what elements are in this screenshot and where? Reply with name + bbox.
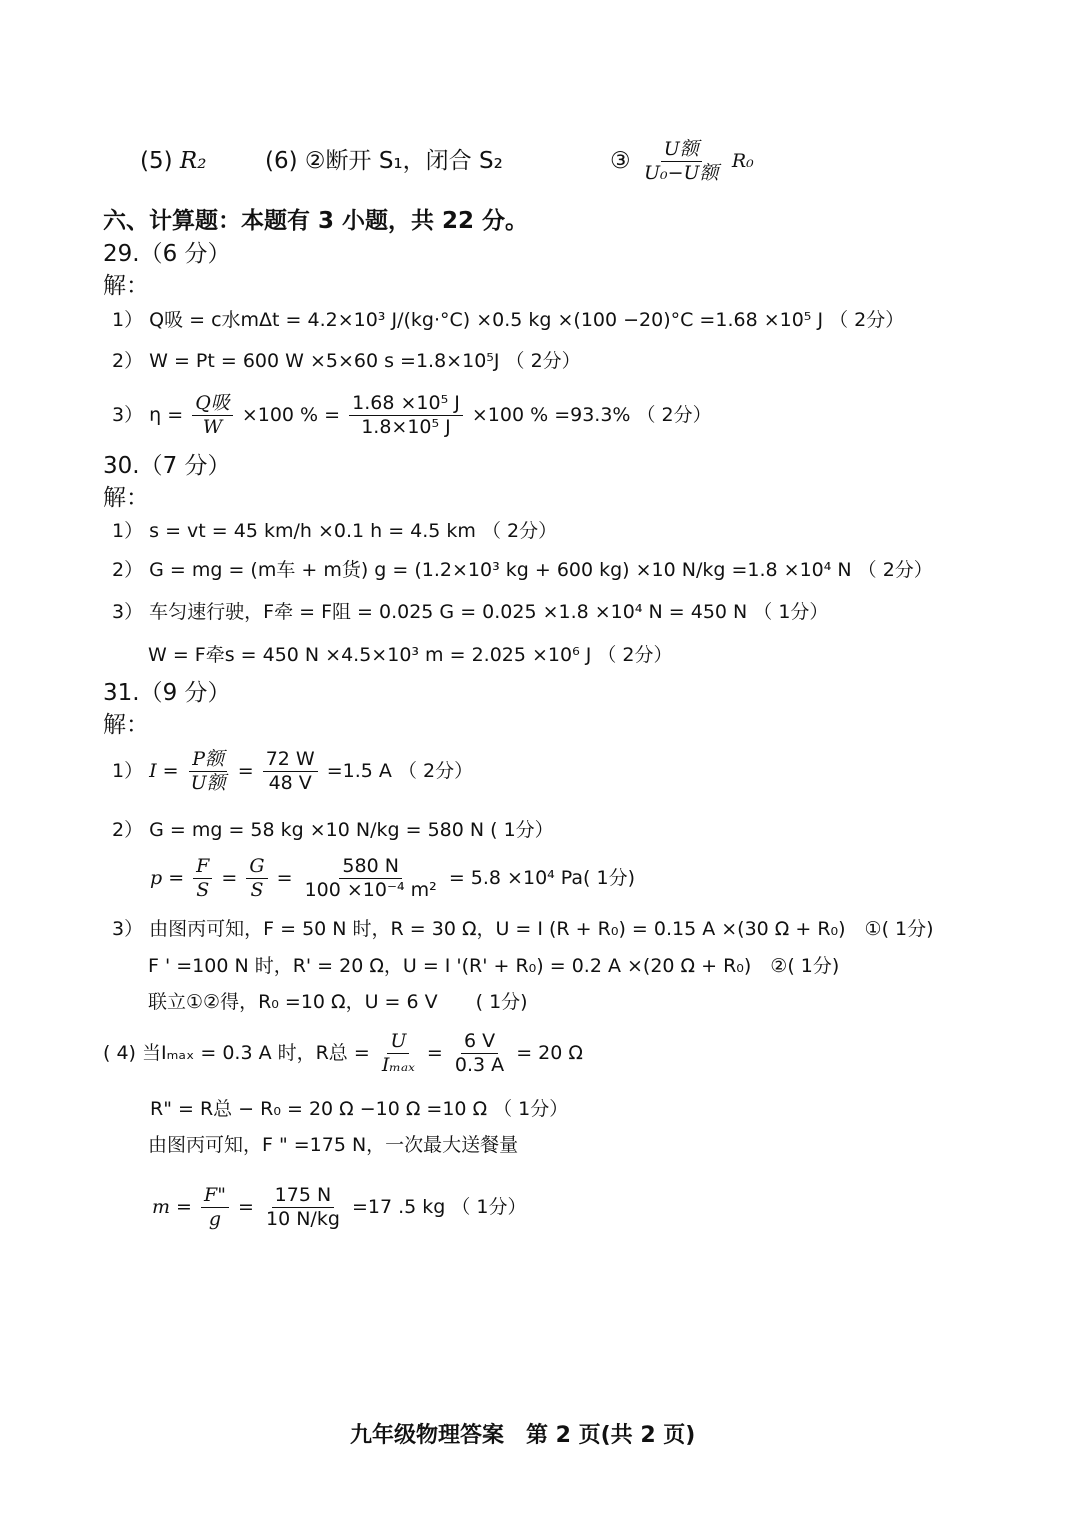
q31-step-4-fraction-2-numerator: 6 V [461, 1030, 498, 1054]
q29-step-3-fraction-2-numerator: 1.68 ×10⁵ J [349, 392, 463, 416]
q29-step-1-text: Q吸 = c水mΔt = 4.2×10³ J/(kg·°C) ×0.5 kg ×(100 −20)°C =1.68 ×10⁵ J （ 2分） [149, 309, 905, 331]
q30-step-3-index: 3） [112, 601, 144, 623]
q31-step-4d-tail: =17 .5 kg （ 1分） [351, 1195, 527, 1218]
answer-6-text: ②断开 S₁，闭合 S₂ [304, 148, 503, 174]
q31-step-2b-lhs: p = [150, 866, 185, 889]
q31-step-4-equals: = [426, 1041, 443, 1064]
q31-step-1-equals: = [237, 759, 254, 782]
q31-step-2b-fraction-2-denominator: S [250, 878, 264, 901]
answer-5-value: R₂ [179, 148, 207, 174]
q31-step-1-index: 1） [112, 759, 144, 782]
q30-step-3b: W = F牵s = 450 N ×4.5×10³ m = 2.025 ×10⁶ J （ 2分） [148, 644, 673, 666]
q31-step-1-fraction-2 [263, 748, 318, 795]
q31-step-3-text: 由图丙可知，F = 50 N 时，R = 30 Ω，U = I (R + R₀) = 0.15 A ×(30 Ω + R₀) ①( 1分) [149, 918, 934, 940]
q29-step-2 [112, 352, 581, 371]
answer-6-tail: R₀ [731, 149, 754, 172]
q31-step-1-fraction-2-denominator: 48 V [268, 771, 312, 794]
q29-step-3-mid: ×100 % = [241, 403, 341, 426]
q29-step-3 [112, 392, 712, 439]
q30-step-1-text: s = vt = 45 km/h ×0.1 h = 4.5 km （ 2分） [149, 520, 558, 542]
q29-step-3-lhs: η = [149, 403, 184, 426]
answer-5 [140, 150, 206, 173]
answer-6-circle-3: ③ [610, 147, 631, 174]
q30-jie: 解： [103, 485, 149, 511]
answer-6-fraction [641, 138, 722, 185]
q29-step-3-fraction-1-numerator: Q吸 [192, 392, 233, 416]
q29-title: 29.（6 分） [103, 241, 231, 267]
q30-step-2-text: G = mg = (m车 + m货) g = (1.2×10³ kg + 600 kg) ×10 N/kg =1.8 ×10⁴ N （ 2分） [149, 559, 933, 581]
q31-title: 31.（9 分） [103, 680, 231, 706]
q29-step-3-fraction-2-denominator: 1.8×10⁵ J [361, 415, 451, 438]
q31-step-2b-fraction-3 [302, 855, 440, 902]
q29-step-2-index: 2） [112, 350, 144, 372]
q31-step-1 [112, 748, 473, 795]
q31-step-2b-fraction-2-numerator: G [246, 855, 267, 879]
q31-step-4d-fraction-2 [263, 1184, 343, 1231]
q30-title: 30.（7 分） [103, 453, 231, 479]
q31-step-1-fraction-1 [188, 748, 229, 795]
q31-step-4-fraction-1-denominator: Iₘₐₓ [381, 1053, 415, 1076]
q31-step-1-fraction-1-numerator: P额 [189, 748, 227, 772]
q31-step-4-tail: = 20 Ω [516, 1041, 583, 1064]
page-footer: 九年级物理答案 第 2 页(共 2 页) [350, 1423, 696, 1448]
q31-step-2b-fraction-1-denominator: S [196, 878, 210, 901]
q30-step-1-index: 1） [112, 520, 144, 542]
q31-step-4d-fraction-1-denominator: g [208, 1207, 222, 1230]
q31-step-2b-equals-2: = [276, 866, 293, 889]
answer-5-index: (5) [140, 148, 173, 174]
q31-step-4d-fraction-2-numerator: 175 N [272, 1184, 335, 1208]
q31-step-4-fraction-1-numerator: U [387, 1030, 409, 1054]
q30-step-2-index: 2） [112, 559, 144, 581]
q31-step-1-fraction-1-denominator: U额 [190, 771, 226, 794]
q31-step-4b: R" = R总 − R₀ = 20 Ω −10 Ω =10 Ω （ 1分） [150, 1098, 569, 1120]
q29-step-2-text: W = Pt = 600 W ×5×60 s =1.8×10⁵J （ 2分） [149, 350, 581, 372]
q30-step-3 [112, 603, 828, 622]
q31-step-4-lhs: 当Iₘₐₓ = 0.3 A 时，R总 = [142, 1041, 370, 1064]
q31-step-1-fraction-2-numerator: 72 W [263, 748, 318, 772]
q29-step-1 [112, 311, 904, 330]
q31-step-2 [112, 821, 554, 840]
q30-step-3-text: 车匀速行驶，F牵 = F阻 = 0.025 G = 0.025 ×1.8 ×10⁴ N = 450 N （ 1分） [149, 601, 829, 623]
q30-step-2 [112, 561, 933, 580]
q31-step-1-tail: =1.5 A （ 2分） [326, 759, 474, 782]
q29-step-3-fraction-1-denominator: W [202, 415, 223, 438]
q31-step-4-fraction-2 [452, 1030, 507, 1077]
q31-step-2b-fraction-1 [193, 855, 212, 902]
q31-step-3 [112, 920, 934, 939]
answer-6-numerator: U额 [661, 138, 702, 162]
q31-step-4-fraction-1 [379, 1030, 418, 1077]
answer-6 [265, 150, 503, 173]
q31-step-1-lhs: I = [149, 759, 179, 782]
q31-step-4d-equals: = [238, 1195, 254, 1218]
q31-step-2b-fraction-1-numerator: F [193, 855, 212, 879]
answer-6-index: (6) [265, 148, 298, 174]
q31-step-4d-fraction-1 [201, 1184, 229, 1231]
answer-6-formula [610, 138, 754, 185]
section-title: 六、计算题：本题有 3 小题，共 22 分。 [103, 208, 529, 234]
q31-step-2-text: G = mg = 58 kg ×10 N/kg = 580 N ( 1分） [149, 819, 554, 841]
q29-step-1-index: 1） [112, 309, 144, 331]
q31-step-4-index: ( 4) [103, 1041, 136, 1064]
q29-step-3-fraction-2 [349, 392, 463, 439]
q31-step-4d [152, 1184, 526, 1231]
q31-step-2b-fraction-3-denominator: 100 ×10⁻⁴ m² [304, 878, 437, 901]
q31-step-4d-fraction-1-numerator: F" [201, 1184, 229, 1208]
answer-6-denominator: U₀−U额 [643, 161, 719, 184]
q31-step-4-fraction-2-denominator: 0.3 A [454, 1053, 505, 1076]
q31-step-3c: 联立①②得，R₀ =10 Ω，U = 6 V ( 1分) [148, 991, 528, 1013]
q29-jie: 解： [103, 273, 149, 299]
q29-step-3-tail: ×100 % =93.3% （ 2分） [471, 403, 712, 426]
q29-step-3-index: 3） [112, 403, 144, 426]
q29-step-3-fraction-1 [192, 392, 233, 439]
q31-step-4d-fraction-2-denominator: 10 N/kg [265, 1207, 340, 1230]
q31-step-4 [103, 1030, 583, 1077]
q31-step-2b-tail: = 5.8 ×10⁴ Pa( 1分) [448, 866, 636, 889]
q31-step-2-index: 2） [112, 819, 144, 841]
q31-step-4d-lhs: m = [152, 1195, 192, 1218]
q31-step-2b-fraction-2 [246, 855, 267, 902]
q31-step-2b-equals-1: = [221, 866, 238, 889]
q31-jie: 解： [103, 712, 149, 738]
q31-step-3-index: 3） [112, 918, 144, 940]
q31-step-3b: F ' =100 N 时，R' = 20 Ω，U = I '(R' + R₀) = 0.2 A ×(20 Ω + R₀) ②( 1分) [148, 955, 840, 977]
q31-step-2b-fraction-3-numerator: 580 N [339, 855, 402, 879]
q30-step-1 [112, 522, 557, 541]
q31-step-2b [150, 855, 635, 902]
q31-step-4c: 由图丙可知，F " =175 N，一次最大送餐量 [148, 1134, 519, 1156]
